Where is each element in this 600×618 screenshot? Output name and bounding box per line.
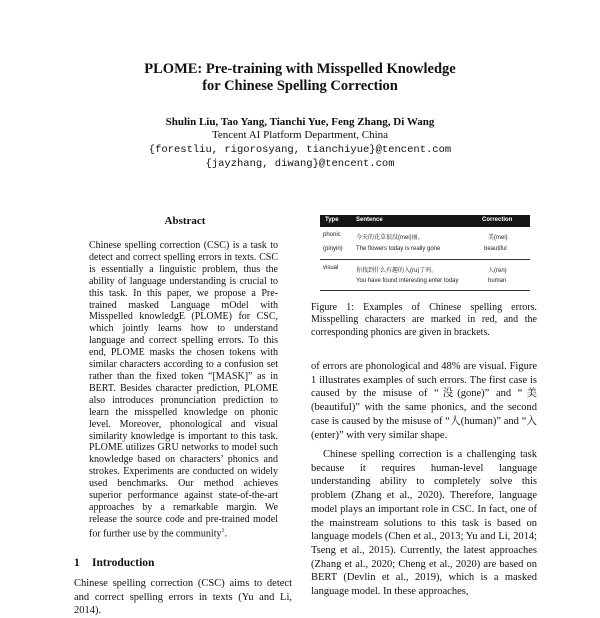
body-paragraph: Chinese spelling correction is a challenging task because it requires human-level language understanding ability to completely solve this problem (Zhang et al., 2020). Therefore, language model plays an important role in CSC. In fact, one of the mainstream solutions to this task is based on language models (Chen et al., 2013; Yu and Li, 2014; Tseng et al., 2015). Currently, the latest approaches (Zhang et al., 2020; Cheng et al., 2020) are based on BERT (Devlin et al., 2019), which is a masked language model. In these approaches, — [311, 449, 537, 598]
header-correction: Correction — [482, 217, 513, 223]
section-heading-introduction — [74, 557, 154, 569]
affiliation: Tencent AI Platform Department, China — [211, 129, 389, 141]
abstract-text: Chinese spelling correction (CSC) is a task to detect and correct spelling errors in texts. CSC is essentially a linguistic problem, thus the ability of language understanding is crucial to this task. In this paper, we propose a Pre-trained masked Language mOdel with Misspelled knowledgE (PLOME) for CSC, which jointly learns how to understand language and correct spelling errors. To this end, PLOME masks the chosen tokens with similar characters according to a confusion set rather than the fixed token “[MASK]” as in BERT. Besides character prediction, PLOME also introduces pronunciation prediction to learn the misspelled knowledge on phonic level. Moreover, phonological and visual similarity knowledge is important to this task. PLOME utilizes GRU networks to model such knowledge based on characters’ phonics and strokes. Experiments are conducted on widely used benchmarks. Our method achieves superior performance against state-of-the-art approaches by a remarkable margin. We release the source code and pre-trained model for further use by the community — [89, 240, 278, 540]
row-sentence: 你找到什么有趣的入(ru)了吗。 — [356, 268, 438, 274]
abstract-heading: Abstract — [164, 215, 206, 227]
email-line-1: {forestliu, rigorosyang, tianchiyue}@tencent.com — [148, 144, 452, 156]
header-sentence: Sentence — [356, 217, 383, 223]
email-line-2: {jayzhang, diwang}@tencent.com — [205, 158, 395, 170]
authors: Shulin Liu, Tao Yang, Tianchi Yue, Feng Zhang, Di Wang — [165, 116, 435, 128]
row-type: (pinyin) — [323, 246, 343, 252]
section-title: Introduction — [92, 557, 155, 569]
body-paragraph: of errors are phonological and 48% are visual. Figure 1 illustrates examples of such errors. The first case is caused by the misuse of “没(gone)” and “美(beautiful)” with the same phonics, and the second case is caused by the misuse of “人(human)” and “入(enter)” with very similar shape. — [311, 361, 537, 441]
figure-bottom-rule — [320, 290, 530, 291]
row-correction: human — [488, 278, 507, 284]
intro-paragraph: Chinese spelling correction (CSC) aims to detect and correct spelling errors in texts (Yu and Li, 2014). — [74, 578, 292, 617]
row-sentence: 今天的花草很没(mei)丽。 — [356, 235, 424, 241]
row-type: phonic — [323, 232, 341, 238]
row-type: visual — [323, 265, 339, 271]
abstract-body — [89, 240, 278, 540]
figure-1-caption: Figure 1: Examples of Chinese spelling errors. Misspelling characters are marked in red, and the corresponding phonics are given in brackets. — [311, 302, 537, 338]
paper-title-line1: PLOME: Pre-training with Misspelled Knowledge — [144, 61, 456, 77]
row-correction: 美(mei) — [488, 235, 508, 241]
row-correction: 人(ren) — [488, 268, 507, 274]
paper-title-line2: for Chinese Spelling Correction — [202, 78, 398, 94]
row-correction: beautiful — [484, 246, 507, 252]
section-number: 1 — [74, 557, 80, 569]
figure-1-table — [320, 215, 530, 292]
header-type: Type — [325, 217, 339, 223]
row-sentence: The flowers today is really gone — [356, 246, 441, 252]
footnote-mark: 1 — [221, 527, 225, 534]
abstract-end: . — [224, 528, 227, 540]
row-sentence: You have found interesting enter today — [356, 278, 459, 284]
figure-table-header — [320, 215, 530, 227]
figure-divider — [320, 259, 530, 260]
